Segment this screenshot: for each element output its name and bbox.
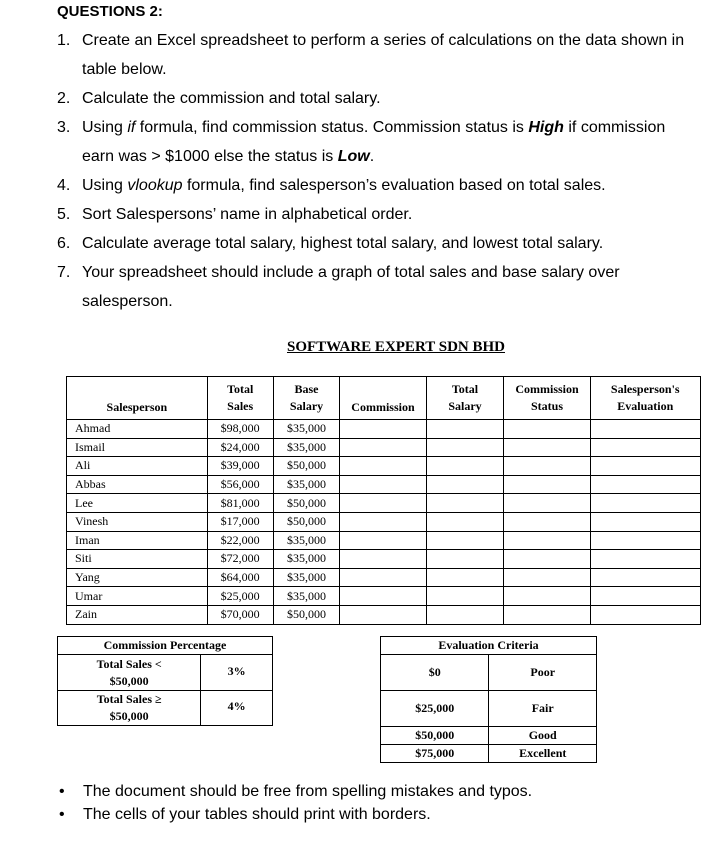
cell-evaluation	[590, 587, 700, 606]
commission-condition	[58, 655, 201, 691]
question-number: 4.	[57, 177, 71, 194]
question-text: Calculate average total salary, highest total salary, and lowest total salary.	[82, 235, 604, 252]
table-title: SOFTWARE EXPERT SDN BHD	[287, 339, 505, 355]
header-line: Salesperson's	[610, 382, 680, 396]
cell-total-sales: $39,000	[207, 457, 273, 476]
cell-base-salary: $35,000	[273, 475, 340, 494]
question-number: 2.	[57, 90, 71, 107]
salesperson-table	[66, 376, 701, 625]
questions-heading: QUESTIONS 2:	[57, 3, 163, 20]
cell-commission-status	[504, 438, 590, 457]
evaluation-grade: Poor	[489, 655, 597, 691]
cell-salesperson: Zain	[67, 605, 208, 624]
cell-evaluation	[590, 512, 700, 531]
header-base-salary	[273, 377, 340, 420]
question-text	[82, 176, 606, 196]
question-text: Your spreadsheet should include a graph of total sales and base salary over	[82, 264, 620, 281]
cell-total-salary	[426, 494, 504, 513]
table-header-row	[67, 377, 701, 420]
cell-salesperson: Ismail	[67, 438, 208, 457]
commission-percent: 4%	[201, 691, 273, 726]
cell-base-salary: $50,000	[273, 494, 340, 513]
text-segment: formula, find salesperson’s evaluation based on total sales.	[182, 177, 606, 194]
question-text: Calculate the commission and total salary.	[82, 90, 381, 107]
text-segment: Using	[82, 119, 128, 136]
question-number: 5.	[57, 206, 71, 223]
cell-salesperson: Ali	[67, 457, 208, 476]
table-row	[67, 494, 701, 513]
cell-commission	[340, 568, 426, 587]
condition-line: Total Sales <	[96, 656, 162, 671]
cell-total-salary	[426, 420, 504, 439]
cell-commission-status	[504, 512, 590, 531]
commission-table-title: Commission Percentage	[58, 637, 273, 655]
cell-total-sales: $72,000	[207, 550, 273, 569]
evaluation-grade: Fair	[489, 691, 597, 727]
question-number: 1.	[57, 32, 71, 49]
evaluation-grade: Excellent	[489, 745, 597, 763]
cell-evaluation	[590, 568, 700, 587]
header-total-salary	[426, 377, 504, 420]
cell-total-salary	[426, 605, 504, 624]
bullet-text: The document should be free from spelling mistakes and typos.	[83, 783, 533, 800]
cell-commission	[340, 605, 426, 624]
cell-evaluation	[590, 457, 700, 476]
cell-total-salary	[426, 512, 504, 531]
cell-commission	[340, 550, 426, 569]
cell-base-salary: $50,000	[273, 605, 340, 624]
table-row	[67, 605, 701, 624]
cell-salesperson: Ahmad	[67, 420, 208, 439]
cell-base-salary: $35,000	[273, 587, 340, 606]
bullet-text: The cells of your tables should print with borders.	[83, 806, 431, 823]
header-evaluation	[590, 377, 700, 420]
cell-total-salary	[426, 475, 504, 494]
cell-evaluation	[590, 531, 700, 550]
cell-commission	[340, 475, 426, 494]
cell-total-sales: $22,000	[207, 531, 273, 550]
cell-evaluation	[590, 494, 700, 513]
cell-commission-status	[504, 457, 590, 476]
text-segment-italic: if	[127, 119, 136, 136]
table-row	[67, 475, 701, 494]
cell-base-salary: $35,000	[273, 568, 340, 587]
cell-commission	[340, 438, 426, 457]
table-row	[67, 587, 701, 606]
cell-total-salary	[426, 438, 504, 457]
commission-condition	[58, 691, 201, 726]
cell-commission	[340, 420, 426, 439]
table-row	[67, 420, 701, 439]
cell-total-salary	[426, 550, 504, 569]
condition-line: $50,000	[109, 709, 149, 723]
condition-line: $50,000	[109, 673, 149, 688]
cell-salesperson: Lee	[67, 494, 208, 513]
text-segment: formula, find commission status. Commission status is	[135, 119, 529, 136]
question-text: table below.	[82, 61, 167, 78]
cell-commission	[340, 531, 426, 550]
cell-commission	[340, 457, 426, 476]
header-commission: Commission	[340, 377, 426, 420]
table-row	[67, 550, 701, 569]
question-number: 3.	[57, 119, 71, 136]
question-text: Create an Excel spreadsheet to perform a series of calculations on the data shown in	[82, 32, 685, 49]
text-segment: if commission	[563, 119, 666, 136]
cell-commission-status	[504, 531, 590, 550]
header-line: Salary	[289, 399, 324, 413]
cell-commission-status	[504, 568, 590, 587]
bullet-icon: •	[59, 806, 65, 823]
cell-total-sales: $70,000	[207, 605, 273, 624]
cell-salesperson: Umar	[67, 587, 208, 606]
question-number: 6.	[57, 235, 71, 252]
cell-commission	[340, 512, 426, 531]
bullet-icon: •	[59, 783, 65, 800]
table-row	[67, 512, 701, 531]
cell-evaluation	[590, 475, 700, 494]
header-line: Base	[294, 382, 319, 396]
question-text	[82, 147, 374, 167]
cell-total-salary	[426, 568, 504, 587]
question-number: 7.	[57, 264, 71, 281]
evaluation-amount: $50,000	[381, 727, 489, 745]
table-row	[67, 568, 701, 587]
evaluation-table-title: Evaluation Criteria	[381, 637, 597, 655]
text-segment-italic: vlookup	[127, 177, 183, 194]
cell-salesperson: Yang	[67, 568, 208, 587]
table-row	[67, 531, 701, 550]
evaluation-amount: $75,000	[381, 745, 489, 763]
header-line: Salary	[448, 399, 482, 413]
cell-base-salary: $35,000	[273, 420, 340, 439]
question-text	[82, 118, 665, 138]
cell-evaluation	[590, 420, 700, 439]
evaluation-amount: $25,000	[381, 691, 489, 727]
cell-salesperson: Siti	[67, 550, 208, 569]
header-commission-status	[504, 377, 590, 420]
evaluation-amount: $0	[381, 655, 489, 691]
cell-commission	[340, 587, 426, 606]
text-segment-bold-italic: Low	[337, 148, 370, 165]
cell-commission-status	[504, 494, 590, 513]
text-segment: Using	[82, 177, 128, 194]
cell-total-salary	[426, 587, 504, 606]
header-line: Commission	[515, 382, 579, 396]
header-line: Status	[531, 399, 564, 413]
cell-base-salary: $35,000	[273, 438, 340, 457]
cell-total-sales: $81,000	[207, 494, 273, 513]
cell-salesperson: Vinesh	[67, 512, 208, 531]
cell-commission-status	[504, 475, 590, 494]
cell-evaluation	[590, 438, 700, 457]
cell-total-sales: $64,000	[207, 568, 273, 587]
cell-total-sales: $25,000	[207, 587, 273, 606]
text-segment: earn was > $1000 else the status is	[82, 148, 338, 165]
commission-percentage-table	[57, 636, 273, 726]
header-salesperson: Salesperson	[67, 377, 208, 420]
cell-base-salary: $50,000	[273, 457, 340, 476]
header-total-sales	[207, 377, 273, 420]
condition-line: Total Sales ≥	[96, 692, 162, 706]
cell-commission	[340, 494, 426, 513]
header-line: Sales	[227, 399, 254, 413]
cell-commission-status	[504, 420, 590, 439]
cell-commission-status	[504, 587, 590, 606]
cell-salesperson: Iman	[67, 531, 208, 550]
table-row	[67, 438, 701, 457]
header-line: Total	[451, 382, 479, 396]
cell-base-salary: $50,000	[273, 512, 340, 531]
commission-percent: 3%	[201, 655, 273, 691]
cell-total-salary	[426, 457, 504, 476]
header-line: Evaluation	[617, 399, 674, 413]
question-text: salesperson.	[82, 293, 173, 310]
cell-total-sales: $24,000	[207, 438, 273, 457]
cell-evaluation	[590, 605, 700, 624]
question-text: Sort Salespersons’ name in alphabetical order.	[82, 206, 413, 223]
cell-total-sales: $17,000	[207, 512, 273, 531]
cell-total-sales: $56,000	[207, 475, 273, 494]
cell-evaluation	[590, 550, 700, 569]
cell-salesperson: Abbas	[67, 475, 208, 494]
text-segment: .	[369, 148, 375, 165]
header-line: Total	[227, 382, 254, 396]
table-row	[67, 457, 701, 476]
evaluation-grade: Good	[489, 727, 597, 745]
cell-base-salary: $35,000	[273, 531, 340, 550]
cell-total-sales: $98,000	[207, 420, 273, 439]
cell-commission-status	[504, 605, 590, 624]
evaluation-criteria-table	[380, 636, 597, 763]
cell-base-salary: $35,000	[273, 550, 340, 569]
cell-total-salary	[426, 531, 504, 550]
text-segment-bold-italic: High	[528, 119, 564, 136]
cell-commission-status	[504, 550, 590, 569]
